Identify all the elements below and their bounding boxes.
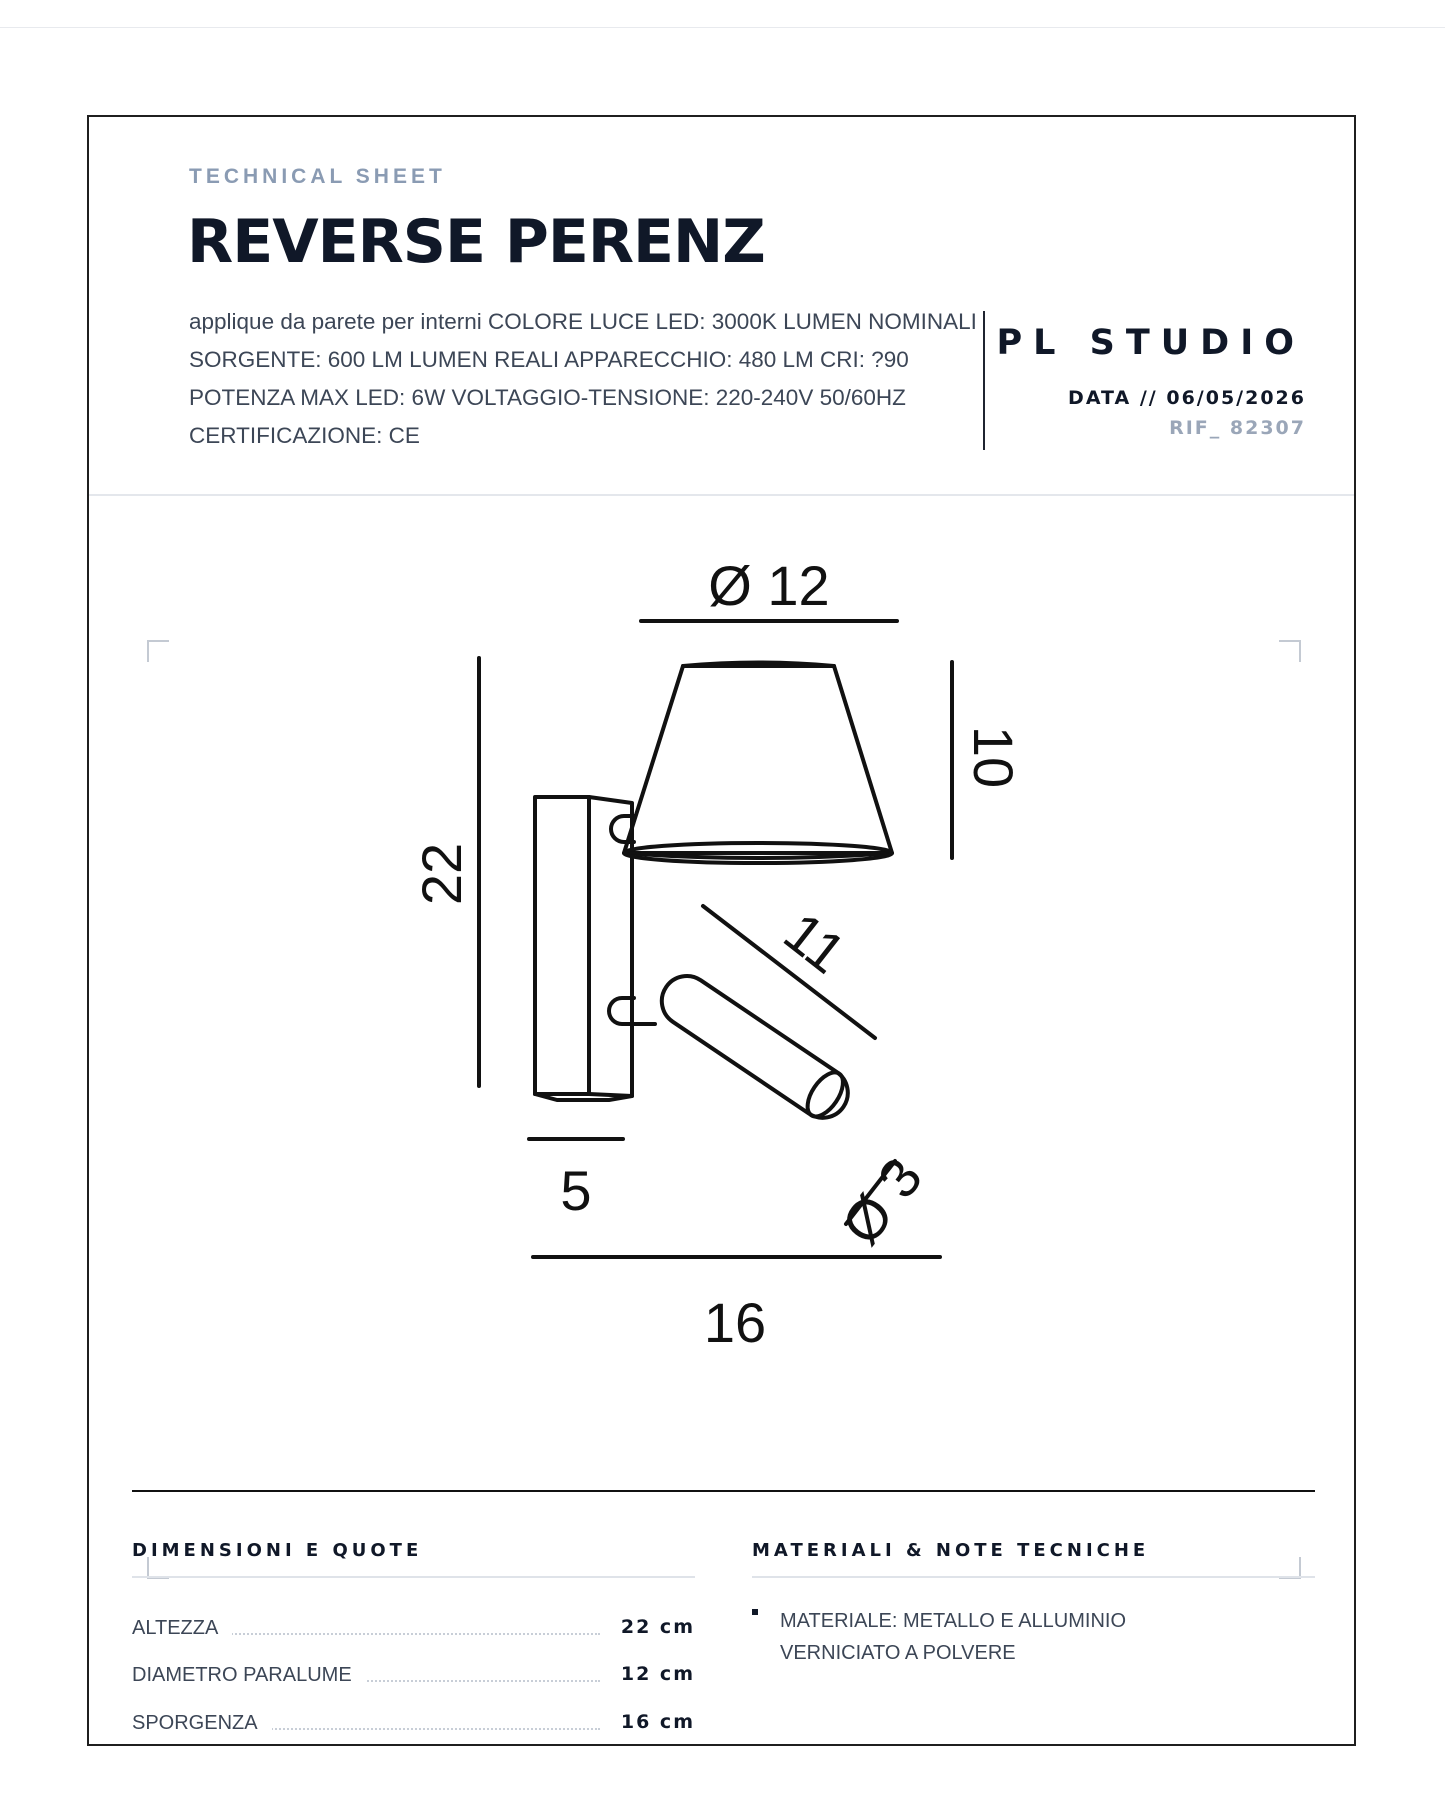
dim-label-total-height: 22	[410, 842, 473, 906]
sheet-eyebrow: TECHNICAL SHEET	[189, 165, 446, 188]
dimension-row	[132, 1710, 695, 1740]
dimension-row	[132, 1662, 695, 1692]
spotlight-body	[652, 966, 857, 1127]
dim-label-projection: 16	[703, 1291, 767, 1354]
technical-drawing	[89, 496, 1356, 1496]
product-title: REVERSE PERENZ	[187, 207, 765, 277]
dim-line-arm-length	[703, 906, 875, 1038]
dimensions-section-title: DIMENSIONI E QUOTE	[132, 1540, 423, 1561]
dim-label-shade-height: 10	[962, 725, 1025, 789]
studio-name: PL STUDIO	[996, 323, 1305, 363]
header-vertical-divider	[983, 311, 985, 450]
top-divider	[0, 27, 1445, 28]
dimension-value: 16 cm	[620, 1711, 695, 1733]
dimensions-section-rule	[132, 1576, 695, 1578]
dimension-label: SPORGENZA	[132, 1712, 272, 1735]
section-divider	[132, 1490, 1315, 1492]
sheet-date: DATA // 06/05/2026	[1068, 387, 1306, 409]
dimension-value: 12 cm	[620, 1663, 695, 1685]
lampshade-body	[624, 666, 892, 853]
materials-list	[752, 1605, 1232, 1669]
bullet-icon	[752, 1609, 758, 1615]
dim-label-shade-diameter: Ø 12	[708, 554, 830, 617]
spotlight-cylinder	[652, 966, 857, 1127]
dim-label-spot-diameter: Ø 3	[829, 1146, 935, 1256]
lamp-drawing-svg	[89, 496, 1356, 1496]
sheet-reference: RIF_ 82307	[1169, 417, 1306, 439]
dimension-label: ALTEZZA	[132, 1617, 232, 1640]
dimension-label: DIAMETRO PARALUME	[132, 1664, 366, 1687]
materials-section-title: MATERIALI & NOTE TECNICHE	[752, 1540, 1150, 1561]
wall-plate-front	[535, 797, 589, 1094]
product-description: applique da parete per interni COLORE LUCE LED: 3000K LUMEN NOMINALI SORGENTE: 600 LM LUMEN REALI APPARECCHIO: 480 LM CRI: ?90 POTENZA MAX LED: 6W VOLTAGGIO-TENSIONE: 220-240V 50/60HZ CERTIFICAZIONE: CE	[189, 309, 977, 448]
dim-label-arm-length: 11	[772, 899, 858, 986]
technical-sheet	[87, 115, 1356, 1746]
dimension-row	[132, 1615, 695, 1645]
dimension-value: 22 cm	[620, 1616, 695, 1638]
dim-label-base-depth: 5	[560, 1159, 592, 1222]
materials-section-rule	[752, 1576, 1315, 1578]
materials-list-item: MATERIALE: METALLO E ALLUMINIO VERNICIATO A POLVERE	[780, 1610, 1127, 1664]
spotlight-lens	[801, 1066, 851, 1122]
